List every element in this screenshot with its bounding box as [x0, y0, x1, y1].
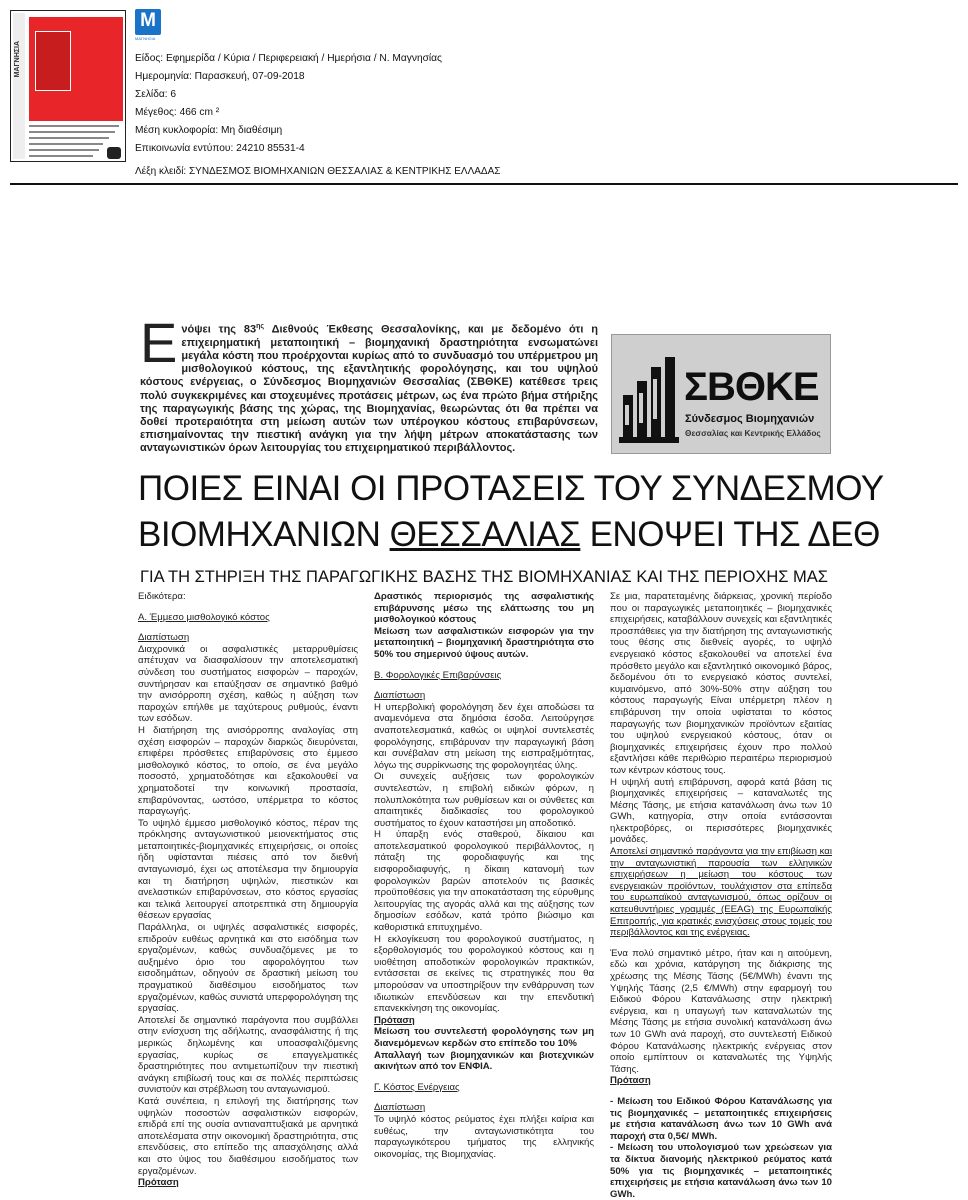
- proposal-label: Πρόταση: [374, 1014, 415, 1026]
- finding-label: Διαπίστωση: [374, 690, 426, 702]
- logo-letter: M: [140, 10, 156, 31]
- article-title: [138, 466, 884, 558]
- thumbnail-masthead-strip: [13, 13, 25, 159]
- paragraph: Σε μια, παρατεταμένης διάρκειας, χρονική περίοδο που οι παραγωγικές μεταποιητικές – βιομηχανικές επιχειρήσεις, καταβάλλουν συνεχείς και εξαντλητικές προσπάθειες για την διατήρηση της ανταγωνιστικής τους θέσης στις διεθνείς αγορές, το υψηλό ενεργειακό κόστος εξακολουθεί να αποτελεί ένα πρόσθετο μεγάλο και εξαντλητικό οικονομικό βάρος, δεδομένου ότι το ενεργειακό κόστος συντελεί, κυμαινόμενο, από 30%-50% στην αύξηση του κόστους παραγωγής Είναι υπέρμετρη πλέον η επιβάρυνση την οποία υφίσταται το κόστος παραγωγής των βιομηχανικών προϊόντων εξαιτίας του υψηλού ενεργειακού κόστους, όταν οι βιομηχανικές επιχειρήσεις έχουν προ πολλού εξαντλήσει κάθε περιθώριο περαιτέρω περιορισμού των κέντρων κόστους τους.: [610, 591, 832, 776]
- proposal-item: Απαλλαγή των βιομηχανικών και βιοτεχνικών ακινήτων από τον ΕΝΦΙΑ.: [374, 1049, 594, 1073]
- newspaper-logo: [135, 9, 161, 35]
- thumbnail-text-line: [29, 137, 109, 139]
- article-metadata: [135, 50, 442, 158]
- paragraph: Η εκλογίκευση του φορολογικού συστήματος, η εξορθολογισμός του φορολογικού κόστους και η υιοθέτηση αποδοτικών φορολογικών πρακτικών, εντάσσεται σε εκείνες τις στρατηγικές που θα μπορούσαν να υποστηρίξουν την ενθάρρυνση των ιδιωτικών επενδύσεων και την επενδυτική επανεκκίνηση της οικονομίας.: [374, 933, 594, 1015]
- sbthke-logo-box: [611, 334, 831, 454]
- article-subtitle: ΓΙΑ ΤΗ ΣΤΗΡΙΞΗ ΤΗΣ ΠΑΡΑΓΩΓΙΚΗΣ ΒΑΣΗΣ ΤΗΣ ΒΙΟΜΗΧΑΝΙΑΣ ΚΑΙ ΤΗΣ ΠΕΡΙΟΧΗΣ ΜΑΣ: [139, 568, 828, 586]
- article-column-1: [138, 591, 358, 1189]
- column-intro: Ειδικότερα:: [138, 591, 186, 602]
- paragraph: Οι συνεχείς αυξήσεις των φορολογικών συντελεστών, η επιβολή ειδικών φόρων, η πολυπλοκότητα των ρυθμίσεων και οι σύνθετες και απαιτητικές διαδικασίες του φορολογικού συστήματος το έχουν καταστήσει μη αποδοτικό.: [374, 771, 594, 829]
- thumbnail-headline-line: [29, 125, 119, 127]
- proposal-item: Δραστικός περιορισμός της ασφαλιστικής επιβάρυνσης μέσω της ελάττωσης του μη μισθολογικού κόστους: [374, 591, 594, 626]
- sbthke-region: Θεσσαλίας και Κεντρικής Ελλάδος: [685, 428, 821, 438]
- article-column-3: [610, 591, 832, 1200]
- thumbnail-headline-line: [29, 131, 115, 133]
- paragraph: Η διατήρηση της ανισόρροπης αναλογίας στη σχέση εισφορών – παροχών διαρκώς διευρύνεται, επιφέρει πρόσθετες επιβαρύνσεις στο έμμεσο μισθολογικό κόστος, το οποίο, σε ένα μεγάλο ποσοστό, χρηματοδότησε και εξακολουθεί να χρηματοδοτεί την κοινωνική προστασία, επιβαρύνοντας, ωστόσο, υπέρμετρα το κόστος παραγωγής.: [138, 724, 358, 818]
- article-lead: [140, 311, 598, 456]
- proposal-label: Πρόταση: [138, 1177, 179, 1189]
- title-line-2: [138, 512, 880, 558]
- sbthke-acronym: ΣΒΘΚΕ: [684, 365, 819, 409]
- header-divider: [10, 183, 958, 185]
- meta-circulation: Μέση κυκλοφορία: Μη διαθέσιμη: [135, 125, 283, 136]
- keywords-line: Λέξη κλειδί: ΣΥΝΔΕΣΜΟΣ ΒΙΟΜΗΧΑΝΙΩΝ ΘΕΣΣΑΛΙΑΣ & ΚΕΝΤΡΙΚΗΣ ΕΛΛΑΔΑΣ: [135, 166, 501, 177]
- title-line-1: ΠΟΙΕΣ ΕΙΝΑΙ ΟΙ ΠΡΟΤΑΣΕΙΣ ΤΟΥ ΣΥΝΔΕΣΜΟΥ: [138, 469, 884, 508]
- paragraph: Κατά συνέπεια, η επιλογή της διατήρησης των υψηλών ποσοστών ασφαλιστικών εισφορών, επιδρά επί της ουσία αντιαναπτυξιακά με αρνητικά αποτελέσματα στην οικονομική δραστηριότητα, στις επενδύσεις, στο επίπεδο της απασχόλησης αλλά και στο ύψος του διαθέσιμου εισοδήματος των εργαζομένων.: [138, 1095, 358, 1177]
- section-heading-a: Α. Έμμεσο μισθολογικό κόστος: [138, 611, 270, 623]
- thumbnail-text-line: [29, 143, 103, 145]
- meta-type: Είδος: Εφημερίδα / Κύρια / Περιφερειακή / Ημερήσια / Ν. Μαγνησίας: [135, 53, 442, 64]
- thumbnail-masthead-text: ΜΑΓΝΗΣΙΑ: [14, 41, 21, 78]
- logo-caption: ΜΑΓΝΗΣΙΑ: [135, 36, 156, 41]
- section-heading-c: Γ. Κόστος Ενέργειας: [374, 1081, 460, 1093]
- drop-cap: Ε: [140, 311, 178, 374]
- thumbnail-text-line: [29, 155, 93, 157]
- proposal-item: - Μείωση του υπολογισμού των χρεώσεων για τα δίκτυα διανομής ηλεκτρικού ρεύματος κατά 50% για τις βιομηχανικές – μεταποιητικές επιχειρήσεις με ετήσια κατανάλωση άνω των 10 GWh.: [610, 1142, 832, 1200]
- paragraph: Παράλληλα, οι υψηλές ασφαλιστικές εισφορές, επιδρούν ευθέως αρνητικά και στο εισόδημα των εργαζομένων, καθώς συνδυαζόμενες με το αυξημένο όριο του αφορολόγητου των εισοδημάτων, οδηγούν σε δραστική μείωση του πραγματικού διαθέσιμου εισοδήματος των εργαζομένων, καθώς συνιστά υπερφορολόγηση της εργασίας.: [138, 922, 358, 1015]
- sbthke-full-name: Σύνδεσμος Βιομηχανιών: [685, 413, 815, 425]
- title-highlight: ΘΕΣΣΑΛΙΑΣ: [389, 515, 581, 554]
- article-column-2: [374, 591, 594, 1160]
- lead-text-rest: Διεθνούς Έκθεσης Θεσσαλονίκης, και με δεδομένο ότι η επιχειρηματική μεταποιητική – βιομηχανική δραστηριότητα ενσωματώνει μεγάλα κόστη που προέρχονται κυρίως από το συνδυασμό του υπέρμετρου μη μισθολογικού κόστους, της εξαντλητικής φορολόγησης, και του υψηλού κόστους ενέργειας, ο Σύνδεσμος Βιομηχανιών Θεσσαλίας (ΣΒΘΚΕ) κατέθεσε τρεις πολύ συγκεκριμένες και στοχευμένες προτάσεις μέτρων, ως ένα πρώτο βήμα στήριξης της παραγωγικής βάσης της χώρας, της Βιομηχανίας, θεωρώντας ότι θα πρέπει να δοθεί προτεραιότητα στη μείωση αυτών των υπέρογκου κόστους επιβαρύνσεων, επισημαίνοντας την πιεστική ανάγκη για την λήψη μέτρων αποκατάστασης των ανταγωνιστικών όρων λειτουργίας του επιχειρηματικού περιβάλλοντος.: [140, 323, 598, 455]
- title-word-2: ΕΝΟΨΕΙ ΤΗΣ ΔΕΘ: [580, 515, 880, 554]
- paragraph: Η υπερβολική φορολόγηση δεν έχει αποδώσει τα αναμενόμενα στα δημόσια έσοδα. Λειτούργησε αναποτελεσματικά, καθώς οι υψηλοί συντελεστές φορολόγησης, επιβάρυναν την παραγωγική βάση και συνέβαλαν στη μείωση της εισπραξιμότητας, λόγω της συρρίκνωσης της φορολογητέας ύλης.: [374, 701, 594, 771]
- thumbnail-red-inset: [35, 31, 71, 91]
- paragraph: Η υψηλή αυτή επιβάρυνση, αφορά κατά βάση τις βιομηχανικές επιχειρήσεις – καταναλωτές της Μέσης Τάσης, με ετήσια κατανάλωση άνω των 10 GWh, κατηγορία, στην οποία εντάσσονται ηλεκτροβόρες, οι περισσότερες βιομηχανικές μονάδες.: [610, 776, 832, 846]
- lead-text-start: νόψει της 83: [181, 323, 257, 336]
- thumbnail-text-line: [29, 149, 99, 151]
- proposal-item: - Μείωση του Ειδικού Φόρου Κατανάλωσης για τις βιομηχανικές – μεταποιητικές επιχειρήσεις με ετήσια κατανάλωση άνω των 10 GWh ανά παροχή στα 0,5€/ MWh.: [610, 1095, 832, 1142]
- proposal-label: Πρόταση: [610, 1075, 651, 1087]
- section-heading-b: Β. Φορολογικές Επιβαρύνσεις: [374, 669, 502, 681]
- meta-size: Μέγεθος: 466 cm ²: [135, 107, 220, 118]
- paragraph: Ένα πολύ σημαντικό μέτρο, ήταν και η αιτούμενη, εδώ και χρόνια, κατάργηση της διάκρισης της χρέωσης της Μέσης Τάσης (5€/MWh) έναντι της Υψηλής Τάσης (2,5 €/MWh) στην εφαρμογή του Ειδικού Φόρου Κατανάλωσης στην ηλεκτρική ενέργεια, και η υπαγωγή των καταναλωτών της Μέσης Τάσης με ετήσια συνολική κατανάλωση άνω των 10 GWh ανά παροχή, στο συντελεστή Ειδικού Φόρου Κατανάλωσης ηλεκτρικής ενέργειας στον οποίο εμπίπτουν οι καταναλωτές της Υψηλής Τάσης.: [610, 947, 832, 1075]
- proposal-item: Μείωση του συντελεστή φορολόγησης των μη διανεμόμενων κερδών στο επίπεδο του 10%: [374, 1026, 594, 1049]
- finding-label: Διαπίστωση: [374, 1102, 426, 1114]
- page-thumbnail[interactable]: [10, 10, 126, 162]
- paragraph-underlined: Αποτελεί σημαντικό παράγοντα για την επιβίωση και την ανταγωνιστική παρουσία των ελληνικών επιχειρήσεων η μείωση του κόστους των ενεργειακών προϊόντων, τουλάχιστον στα επίπεδα του ευρωπαϊκού ανταγωνισμού, όπως ορίζουν οι κατευθυντήριες γραμμές (EEAG) της Ευρωπαϊκής Επιτροπής, για κρατικές ενισχύσεις στους τομείς του περιβάλλοντος και της ενέργειας.: [610, 846, 832, 939]
- paragraph: Το υψηλό κόστος ρεύματος έχει πλήξει καίρια και ευθέως, την ανταγωνιστικότητα του παραγωγικότερου τμήματος της ελληνικής οικονομίας, της Βιομηχανίας.: [374, 1113, 594, 1160]
- lead-superscript: ης: [256, 323, 265, 330]
- meta-page: Σελίδα: 6: [135, 89, 177, 100]
- paragraph: Διαχρονικά οι ασφαλιστικές μεταρρυθμίσεις απέτυχαν να διασφαλίσουν την αποτελεσματική σύνδεση του συστήματος εισφορών – παροχών, συντήρησαν και επαύξησαν σε σημαντικό βαθμό την ανισόρροπη σχέση, καθώς η αύξηση των παροχών επήλθε με ταχύτερους ρυθμούς, έναντι των εσόδων.: [138, 643, 358, 725]
- meta-contact: Επικοινωνία εντύπου: 24210 85531-4: [135, 143, 305, 154]
- paragraph: Η ύπαρξη ενός σταθερού, δίκαιου και αποτελεσματικού φορολογικού περιβάλλοντος, η πάταξη της φοροδιαφυγής και της εισφοροδιαφυγής, η δίκαιη κατανομή των φορολογικών βαρών αποτελούν τις βασικές προϋποθέσεις για την αποκατάσταση της εύρυθμης λειτουργίας της αγοράς αλλά και της αύξησης των δημοσίων εσόδων, κατά τρόπο βιώσιμο και καθοριστικά επιτυχημένο.: [374, 829, 594, 934]
- paragraph: Το υψηλό έμμεσο μισθολογικό κόστος, πέραν της πρόκλησης ανταγωνιστικού μειονεκτήματος στις μεταποιητικές-βιομηχανικές επιχειρήσεις, οι οποίες ήδη υφίστανται πιέσεις από τον διεθνή ανταγωνισμό, έχει ως αποτέλεσμα την δημιουργία και τη διατήρηση υψηλών, πιεστικών και ανελαστικών επιβαρύνσεων, στο κόστος εργασίας και τελικά λειτουργεί αποτρεπτικά στη δημιουργία θέσεων εργασίας: [138, 817, 358, 922]
- factory-chimney-icon: [619, 355, 681, 445]
- title-word-1: ΒΙΟΜΗΧΑΝΙΩΝ: [138, 515, 390, 554]
- paragraph: Αποτελεί δε σημαντικό παράγοντα που συμβάλλει στην ενίσχυση της αδήλωτης, ανασφάλιστης ή της μερικώς δηλωμένης και υποασφαλιζόμενης εργασίας, κυρίως σε επαγγελματικές δραστηριότητες που αντιμετωπίζουν την πιεστική ανάγκη επιβίωσή τους και σε πολλές περιπτώσεις συνιστούν και στρέβλωση του ανταγωνισμού.: [138, 1014, 358, 1096]
- meta-date: Ημερομηνία: Παρασκευή, 07-09-2018: [135, 71, 305, 82]
- fist-icon: [107, 147, 121, 159]
- proposal-item: Μείωση των ασφαλιστικών εισφορών για την μεταποιητική – βιομηχανική δραστηριότητα στο 50% του σημερινού ύψους αυτών.: [374, 625, 594, 660]
- finding-label: Διαπίστωση: [138, 632, 190, 644]
